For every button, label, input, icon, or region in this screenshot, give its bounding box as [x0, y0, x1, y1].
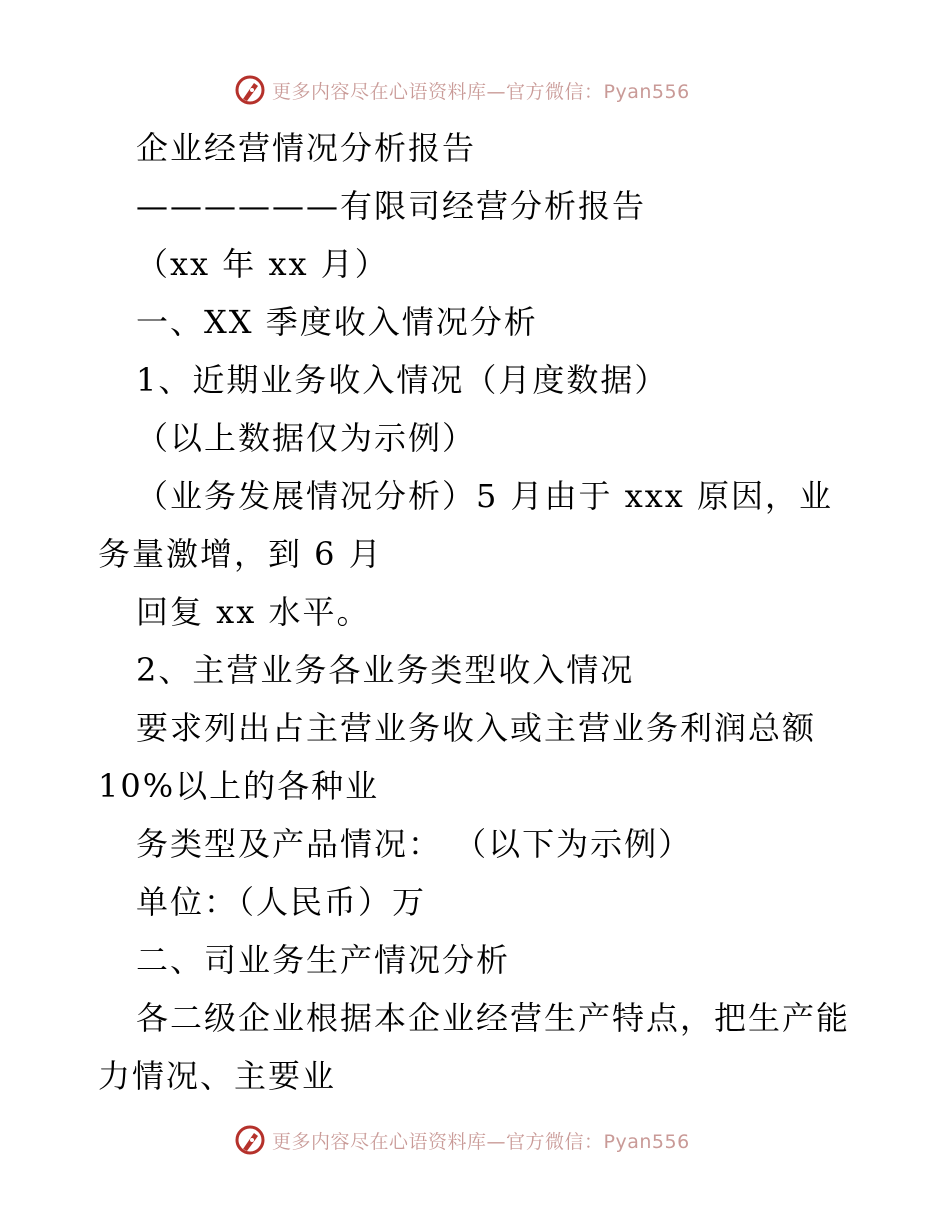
document-title: 企业经营情况分析报告	[136, 129, 477, 167]
section-heading: 二、司业务生产情况分析	[136, 941, 511, 979]
watermark-text: 更多内容尽在心语资料库—官方微信：Pyan556	[272, 1130, 690, 1153]
paragraph-line: 单位：（人民币）万	[136, 883, 427, 921]
pen-nib-circle-logo	[234, 1124, 266, 1156]
paragraph-line: 要求列出占主营业务收入或主营业务利润总额	[136, 709, 817, 747]
footer-watermark	[234, 1122, 690, 1158]
subsection-heading: 1、近期业务收入情况（月度数据）	[136, 361, 669, 399]
report-date: （xx 年 xx 月）	[136, 245, 389, 283]
watermark-text: 更多内容尽在心语资料库—官方微信：Pyan556	[272, 80, 690, 103]
paragraph-line: 务类型及产品情况： （以下为示例）	[136, 825, 693, 863]
document-subtitle: ——————有限司经营分析报告	[136, 187, 647, 225]
paragraph-line: 务量激增，到 6 月	[98, 535, 383, 573]
paragraph-line: （以上数据仅为示例）	[136, 419, 477, 457]
paragraph-line: 力情况、主要业	[98, 1057, 337, 1095]
paragraph-line: （业务发展情况分析）5 月由于 xxx 原因，业	[136, 477, 834, 515]
paragraph-line: 10%以上的各种业	[98, 767, 380, 805]
paragraph-line: 回复 xx 水平。	[136, 593, 371, 631]
paragraph-line: 各二级企业根据本企业经营生产特点，把生产能	[136, 999, 851, 1037]
section-heading: 一、XX 季度收入情况分析	[136, 303, 538, 341]
subsection-heading: 2、主营业务各业务类型收入情况	[136, 651, 635, 689]
